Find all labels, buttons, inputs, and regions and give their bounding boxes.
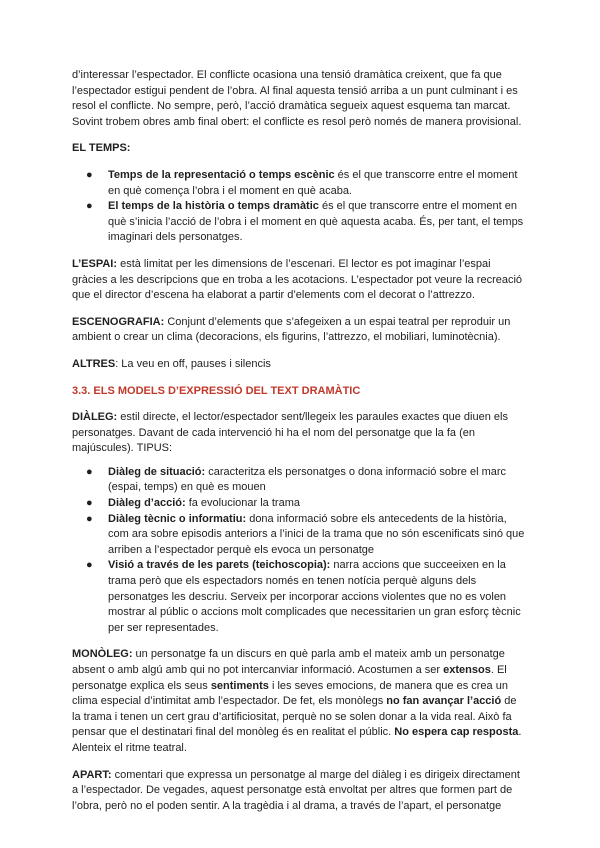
- dialeg-text: estil directe, el lector/espectador sent/llegeix les paraules exactes que diuen els personatges. Davant de cada intervenció hi ha el nom del personatge que la fa (en majúscules). TIPUS:: [72, 411, 508, 455]
- monoleg-text-2: . El personatge explica els seus: [72, 664, 507, 692]
- list-item: [72, 168, 528, 199]
- dialeg-paragraph: [72, 410, 528, 457]
- monoleg-bold-2: sentiments: [210, 679, 269, 692]
- escenografia-text: Conjunt d’elements que s’afegeixen a un espai teatral per reproduir un ambient o crear un clima (decoracions, els figurins, l’attrezzo, el mobiliari, luminotècnia).: [72, 315, 511, 344]
- monoleg-text-4: de la trama i tenen un cert grau d’artificiositat, perquè no se solen donar a la vida real. Això fa pensar que el destinatari final del monòleg és en realitat el públic.: [72, 695, 517, 739]
- espai-label: L’ESPAI:: [72, 257, 118, 270]
- monoleg-bold-4: No espera cap resposta: [394, 726, 519, 739]
- monoleg-label: MONÒLEG:: [72, 648, 133, 661]
- temps-list: [72, 168, 528, 246]
- apart-label: APART:: [72, 768, 112, 781]
- monoleg-bold-3: no fan avançar l’acció: [386, 695, 502, 708]
- term: Visió a través de les parets (teichoscopia):: [108, 559, 331, 572]
- term: El temps de la història o temps dramàtic: [108, 200, 319, 213]
- espai-paragraph: [72, 257, 528, 304]
- altres-label: ALTRES: [72, 357, 116, 370]
- document-page: [72, 68, 528, 825]
- espai-text: està limitat per les dimensions de l’escenari. El lector es pot imaginar l’espai gràcies a les descripcions que en troba a les acotacions. L’espectador pot veure la recreació que el director d’escena ha elaborat a partir d’elements com el decorat o l’attrezzo.: [72, 257, 523, 302]
- temps-heading: EL TEMPS:: [72, 142, 131, 155]
- list-item: [72, 558, 528, 636]
- bullet-icon: ●: [86, 512, 93, 525]
- term: Diàleg de situació:: [108, 465, 206, 478]
- bullet-icon: ●: [86, 465, 93, 478]
- list-item: [72, 496, 528, 512]
- escenografia-label: ESCENOGRAFIA:: [72, 315, 165, 328]
- monoleg-paragraph: [72, 647, 528, 756]
- altres-text: : La veu en off, pauses i silencis: [115, 357, 271, 370]
- bullet-icon: ●: [86, 168, 93, 181]
- definition: és el que transcorre entre el moment en què comença l’obra i el moment en què acaba.: [108, 168, 518, 197]
- section-title: 3.3. ELS MODELS D’EXPRESSIÓ DEL TEXT DRAMÀTIC: [72, 384, 361, 397]
- term: Diàleg d’acció:: [108, 497, 186, 510]
- term: Temps de la representació o temps escènic: [108, 168, 335, 181]
- definition: dona informació sobre els antecedents de la història, com ara sobre episodis anteriors a l’inici de la trama que no són escenificats sinó que arriben a l’espectador perquè els evoca un personatge: [108, 512, 525, 556]
- bullet-icon: ●: [86, 559, 93, 572]
- dialeg-label: DIÀLEG:: [72, 411, 118, 424]
- bullet-icon: ●: [86, 200, 93, 213]
- intro-paragraph: d’interessar l’espectador. El conflicte ocasiona una tensió dramàtica creixent, que fa que l’espectador estigui pendent de l’obra. Al final aquesta tensió arriba a un punt culminant i es resol el conflicte. No sempre, però, l’acció dramàtica segueix aquest esquema tan marcat. Sovint trobem obres amb final obert: el conflicte es resol però només de manera provisional.: [72, 69, 522, 128]
- dialeg-list: [72, 465, 528, 637]
- bullet-icon: ●: [86, 497, 93, 510]
- definition: narra accions que succeeixen en la trama però que els espectadors només en tenen notícia perquè alguns dels personatges les descriu. Serveix per incorporar accions violentes que no es volen mostrar al públic o accions molt complicades que necessitarien un gran esforç tècnic per ser representades.: [108, 559, 521, 634]
- apart-text: comentari que expressa un personatge al marge del diàleg i es dirigeix directament a l’espectador. De vegades, aquest personatge està envoltat per altres que formen part de l’obra, però no el poden sentir. A la tragèdia i al drama, a través de l’apart, el personatge: [72, 768, 520, 812]
- altres-paragraph: [72, 357, 528, 373]
- definition: caracteritza els personatges o dona informació sobre el marc (espai, temps) en què es mouen: [108, 465, 507, 494]
- monoleg-text-1: un personatge fa un discurs en què parla amb el mateix amb un personatge absent o amb algú amb qui no pot intercanviar informació. Acostumen a ser: [72, 648, 505, 676]
- list-item: [72, 465, 528, 496]
- definition: fa evolucionar la trama: [185, 497, 300, 510]
- monoleg-text-3: i les seves emocions, de manera que es crea un clima especial d’intimitat amb l’espectador. De fet, els monòlegs: [72, 679, 508, 708]
- apart-paragraph: [72, 768, 528, 815]
- list-item: [72, 199, 528, 246]
- definition: és el que transcorre entre el moment en què s’inicia l’acció de l’obra i el moment en què aquesta acaba. És, per tant, el temps imaginari dels personatges.: [108, 200, 524, 244]
- monoleg-bold-1: extensos: [443, 664, 491, 676]
- list-item: [72, 512, 528, 559]
- monoleg-text-5: . Alenteix el ritme teatral.: [72, 726, 522, 754]
- escenografia-paragraph: [72, 315, 528, 346]
- term: Diàleg tècnic o informatiu:: [108, 512, 247, 525]
